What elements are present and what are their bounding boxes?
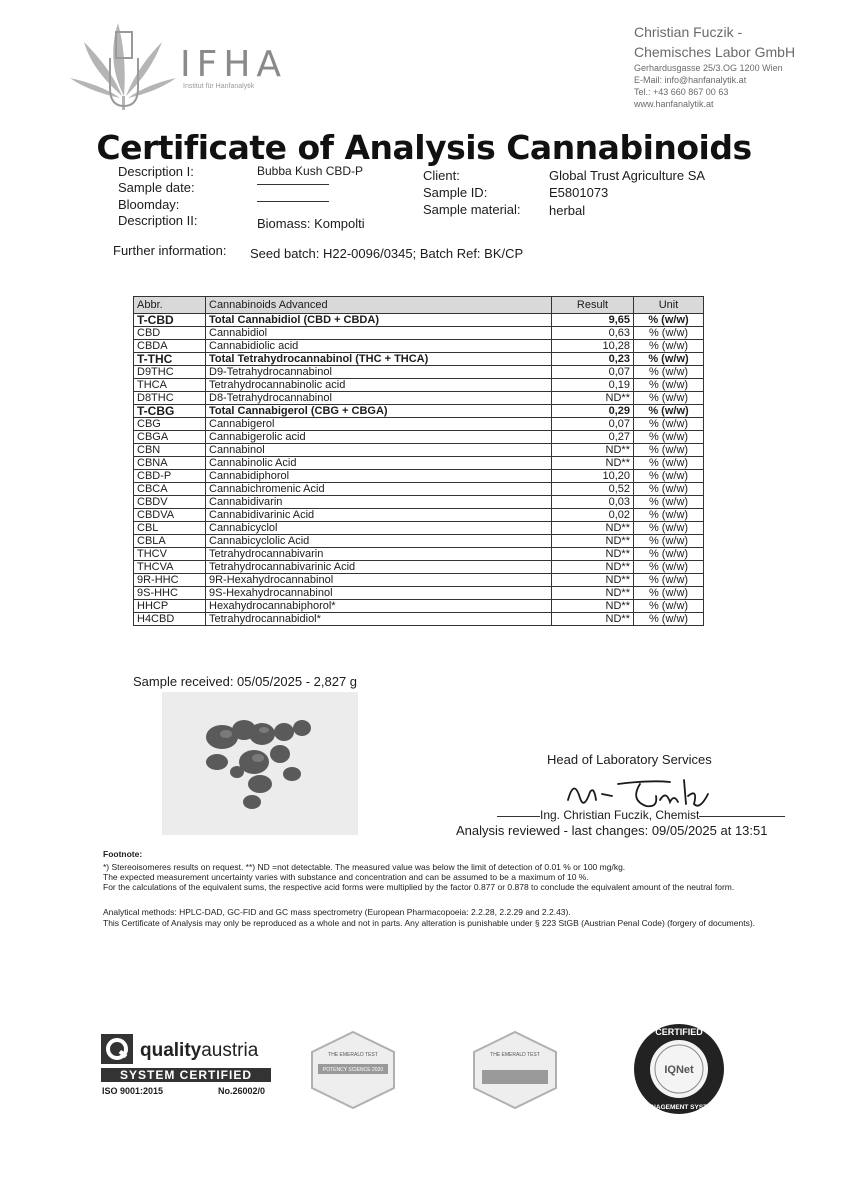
header-abbr: Abbr.: [134, 297, 206, 314]
cell-name: Cannabicyclol: [206, 522, 552, 535]
cell-abbr: 9S-HHC: [134, 587, 206, 600]
cell-name: Cannabidiol: [206, 327, 552, 340]
desc2-value: Biomass: Kompolti: [257, 216, 365, 231]
cell-unit: % (w/w): [634, 600, 704, 613]
table-row: [134, 522, 704, 535]
cell-unit: % (w/w): [634, 379, 704, 392]
lab-name-line2: Chemisches Labor GmbH: [634, 44, 796, 60]
signature-title: Head of Laboratory Services: [547, 752, 712, 767]
cell-result: ND**: [552, 457, 634, 470]
cell-unit: % (w/w): [634, 561, 704, 574]
signature-name: Ing. Christian Fuczik, Chemist: [540, 808, 700, 822]
footnote-line3: For the calculations of the equivalent sums, the respective acid forms were multiplied by the factor 0.877 or 0.878 to conclude the equivalent amount of the neutral form.: [103, 882, 735, 892]
cell-result: 0,27: [552, 431, 634, 444]
footnote-line1: *) Stereoisomeres results on request. **) ND =not detectable. The measured value was below the limit of detection of 0.01 % or 100 mg/kg.: [103, 862, 626, 872]
cell-name: Cannabinolic Acid: [206, 457, 552, 470]
cell-abbr: CBG: [134, 418, 206, 431]
cell-result: 0,03: [552, 496, 634, 509]
cell-abbr: THCVA: [134, 561, 206, 574]
cell-abbr: CBDVA: [134, 509, 206, 522]
header-result: Result: [552, 297, 634, 314]
table-row: [134, 574, 704, 587]
badge2-top-text: THE EMERALD TEST: [490, 1052, 540, 1058]
header-unit: Unit: [634, 297, 704, 314]
seal-bottom-text: MANAGEMENT SYSTEM: [641, 1104, 717, 1111]
qa-normal: austria: [201, 1040, 259, 1061]
table-row: [134, 457, 704, 470]
cell-unit: % (w/w): [634, 314, 704, 327]
cell-result: 0,07: [552, 418, 634, 431]
cell-name: Cannabidivarin: [206, 496, 552, 509]
table-header-row: [134, 297, 704, 314]
cell-unit: % (w/w): [634, 431, 704, 444]
table-row: [134, 561, 704, 574]
client-value: Global Trust Agriculture SA: [549, 168, 706, 183]
cell-name: Cannabigerol: [206, 418, 552, 431]
cell-result: ND**: [552, 587, 634, 600]
cell-result: ND**: [552, 574, 634, 587]
cell-name: Cannabinol: [206, 444, 552, 457]
sample-buds-image: [162, 692, 358, 835]
cell-name: Total Cannabidiol (CBD + CBDA): [206, 314, 552, 327]
cell-abbr: 9R-HHC: [134, 574, 206, 587]
table-row: [134, 379, 704, 392]
cell-name: Cannabidiolic acid: [206, 340, 552, 353]
footnote-line4: Analytical methods: HPLC-DAD, GC-FID and GC mass spectrometry (European Pharmacopoeia: 2.2.28, 2.2.29 and 2.2.43).: [103, 907, 571, 917]
table-row: [134, 327, 704, 340]
cell-result: ND**: [552, 561, 634, 574]
cell-result: ND**: [552, 548, 634, 561]
table-row: [134, 366, 704, 379]
material-value: herbal: [549, 203, 586, 218]
emerald-test-badge-1: [308, 1030, 398, 1110]
sample-info: [0, 0, 848, 260]
further-info-value: Seed batch: H22-0096/0345; Batch Ref: BK/CP: [250, 246, 524, 261]
hexagon-badge-icon: [470, 1030, 560, 1110]
table-row: [134, 405, 704, 418]
cell-result: 0,29: [552, 405, 634, 418]
table-row: [134, 314, 704, 327]
cell-abbr: D8THC: [134, 392, 206, 405]
cell-result: 0,63: [552, 327, 634, 340]
cell-result: 0,19: [552, 379, 634, 392]
cell-name: Tetrahydrocannabivarinic Acid: [206, 561, 552, 574]
cell-unit: % (w/w): [634, 470, 704, 483]
cell-name: Tetrahydrocannabivarin: [206, 548, 552, 561]
sample-id-value: E5801073: [549, 185, 609, 200]
cell-unit: % (w/w): [634, 444, 704, 457]
seal-mid-text: IQNet: [664, 1064, 694, 1076]
cell-name: 9R-Hexahydrocannabinol: [206, 574, 552, 587]
cell-name: Tetrahydrocannabinolic acid: [206, 379, 552, 392]
table-row: [134, 392, 704, 405]
cell-unit: % (w/w): [634, 353, 704, 366]
certification-seal-icon: [632, 1022, 726, 1116]
cell-abbr: HHCP: [134, 600, 206, 613]
document-title: Certificate of Analysis Cannabinoids: [96, 128, 752, 167]
cell-result: 9,65: [552, 314, 634, 327]
quality-austria-text: [140, 1040, 258, 1062]
table-row: [134, 600, 704, 613]
cell-unit: % (w/w): [634, 535, 704, 548]
further-info-label: Further information:: [113, 243, 227, 258]
lab-name-line1: Christian Fuczik -: [634, 24, 743, 40]
table-row: [134, 483, 704, 496]
lab-phone: Tel.: +43 660 867 00 63: [634, 87, 729, 97]
lab-email: E-Mail: info@hanfanalytik.at: [634, 75, 747, 85]
bloomday-label: Bloomday:: [118, 197, 180, 212]
table-row: [134, 418, 704, 431]
cell-abbr: CBL: [134, 522, 206, 535]
cell-result: 0,52: [552, 483, 634, 496]
table-row: [134, 470, 704, 483]
cell-unit: % (w/w): [634, 483, 704, 496]
cell-unit: % (w/w): [634, 366, 704, 379]
iso-standard: ISO 9001:2015: [102, 1086, 164, 1096]
cell-name: Total Tetrahydrocannabinol (THC + THCA): [206, 353, 552, 366]
cell-abbr: CBD-P: [134, 470, 206, 483]
review-date: Analysis reviewed - last changes: 09/05/2025 at 13:51: [456, 823, 768, 838]
cell-name: Cannabidivarinic Acid: [206, 509, 552, 522]
cell-result: 0,23: [552, 353, 634, 366]
cell-unit: % (w/w): [634, 405, 704, 418]
quality-austria-logo: [101, 1034, 133, 1064]
iso-number: No.26002/0: [218, 1086, 266, 1096]
footnote-heading: Footnote:: [103, 849, 143, 859]
footnote-line2: The expected measurement uncertainty varies with substance and concentration and can be assumed to be a maximum of 10 %.: [103, 872, 589, 882]
cell-unit: % (w/w): [634, 522, 704, 535]
cell-name: Cannabidiphorol: [206, 470, 552, 483]
results-table-container: [133, 296, 703, 626]
cell-unit: % (w/w): [634, 613, 704, 626]
sample-photo: [162, 692, 358, 835]
cell-unit: % (w/w): [634, 392, 704, 405]
cell-result: 0,07: [552, 366, 634, 379]
cell-abbr: THCV: [134, 548, 206, 561]
badge1-band-text: POTENCY SCIENCE 2020: [322, 1067, 384, 1073]
cell-unit: % (w/w): [634, 574, 704, 587]
cell-abbr: CBN: [134, 444, 206, 457]
footnote-line5: This Certificate of Analysis may only be reproduced as a whole and not in parts. Any alteration is punishable under § 223 StGB (Austrian Penal Code) (forgery of documents).: [103, 918, 756, 928]
emerald-test-badge-2: [470, 1030, 560, 1110]
cell-unit: % (w/w): [634, 587, 704, 600]
cell-abbr: CBLA: [134, 535, 206, 548]
lab-website: www.hanfanalytik.at: [634, 99, 714, 109]
header-name: Cannabinoids Advanced: [206, 297, 552, 314]
table-row: [134, 548, 704, 561]
table-row: [134, 431, 704, 444]
material-label: Sample material:: [423, 202, 521, 217]
cell-name: 9S-Hexahydrocannabinol: [206, 587, 552, 600]
sample-date-blank: [257, 184, 329, 185]
cell-unit: % (w/w): [634, 548, 704, 561]
table-row: [134, 535, 704, 548]
client-label: Client:: [423, 168, 460, 183]
table-row: [134, 509, 704, 522]
seal-top-text: CERTIFIED: [655, 1027, 703, 1037]
cell-result: ND**: [552, 535, 634, 548]
cell-name: Tetrahydrocannabidiol*: [206, 613, 552, 626]
sample-date-label: Sample date:: [118, 180, 195, 195]
cell-name: D9-Tetrahydrocannabinol: [206, 366, 552, 379]
cell-unit: % (w/w): [634, 418, 704, 431]
cell-result: 10,20: [552, 470, 634, 483]
cell-result: ND**: [552, 522, 634, 535]
cell-name: Hexahydrocannabiphorol*: [206, 600, 552, 613]
desc1-value: Bubba Kush CBD-P: [257, 164, 364, 178]
cell-abbr: T-THC: [134, 353, 206, 366]
cell-abbr: CBDA: [134, 340, 206, 353]
table-row: [134, 496, 704, 509]
cell-abbr: CBCA: [134, 483, 206, 496]
cell-unit: % (w/w): [634, 327, 704, 340]
table-row: [134, 353, 704, 366]
lab-street: Gerhardusgasse 25/3.OG 1200 Wien: [634, 63, 783, 73]
bloomday-blank: [257, 201, 329, 202]
results-table-body: [134, 297, 704, 626]
iqnet-seal: [632, 1022, 726, 1116]
cell-name: Cannabicyclolic Acid: [206, 535, 552, 548]
cell-unit: % (w/w): [634, 509, 704, 522]
desc1-label: Description I:: [118, 164, 194, 179]
sample-id-label: Sample ID:: [423, 185, 488, 200]
cell-result: ND**: [552, 392, 634, 405]
cell-name: Total Cannabigerol (CBG + CBGA): [206, 405, 552, 418]
cell-result: 0,02: [552, 509, 634, 522]
cell-abbr: D9THC: [134, 366, 206, 379]
quality-austria-q-icon: [101, 1034, 133, 1064]
system-certified-band: SYSTEM CERTIFIED: [101, 1068, 271, 1082]
logo-text: IFHA: [180, 44, 288, 85]
table-row: [134, 340, 704, 353]
cell-abbr: T-CBD: [134, 314, 206, 327]
desc2-label: Description II:: [118, 213, 198, 228]
logo-subtext: Institut für Hanfanalytik: [183, 83, 255, 90]
table-row: [134, 444, 704, 457]
cell-abbr: CBD: [134, 327, 206, 340]
cell-result: ND**: [552, 444, 634, 457]
cell-unit: % (w/w): [634, 496, 704, 509]
cell-abbr: T-CBG: [134, 405, 206, 418]
badge1-top-text: THE EMERALD TEST: [328, 1052, 378, 1058]
cell-name: Cannabigerolic acid: [206, 431, 552, 444]
cell-abbr: CBGA: [134, 431, 206, 444]
cell-unit: % (w/w): [634, 457, 704, 470]
cell-unit: % (w/w): [634, 340, 704, 353]
table-row: [134, 587, 704, 600]
cell-result: 10,28: [552, 340, 634, 353]
hexagon-badge-icon: [308, 1030, 398, 1110]
cell-result: ND**: [552, 600, 634, 613]
cell-abbr: CBDV: [134, 496, 206, 509]
results-table: [133, 296, 704, 626]
cell-result: ND**: [552, 613, 634, 626]
cell-abbr: H4CBD: [134, 613, 206, 626]
cell-abbr: CBNA: [134, 457, 206, 470]
cell-abbr: THCA: [134, 379, 206, 392]
cell-name: Cannabichromenic Acid: [206, 483, 552, 496]
sample-received: Sample received: 05/05/2025 - 2,827 g: [133, 674, 358, 689]
qa-bold: quality: [140, 1040, 202, 1061]
table-row: [134, 613, 704, 626]
cell-name: D8-Tetrahydrocannabinol: [206, 392, 552, 405]
